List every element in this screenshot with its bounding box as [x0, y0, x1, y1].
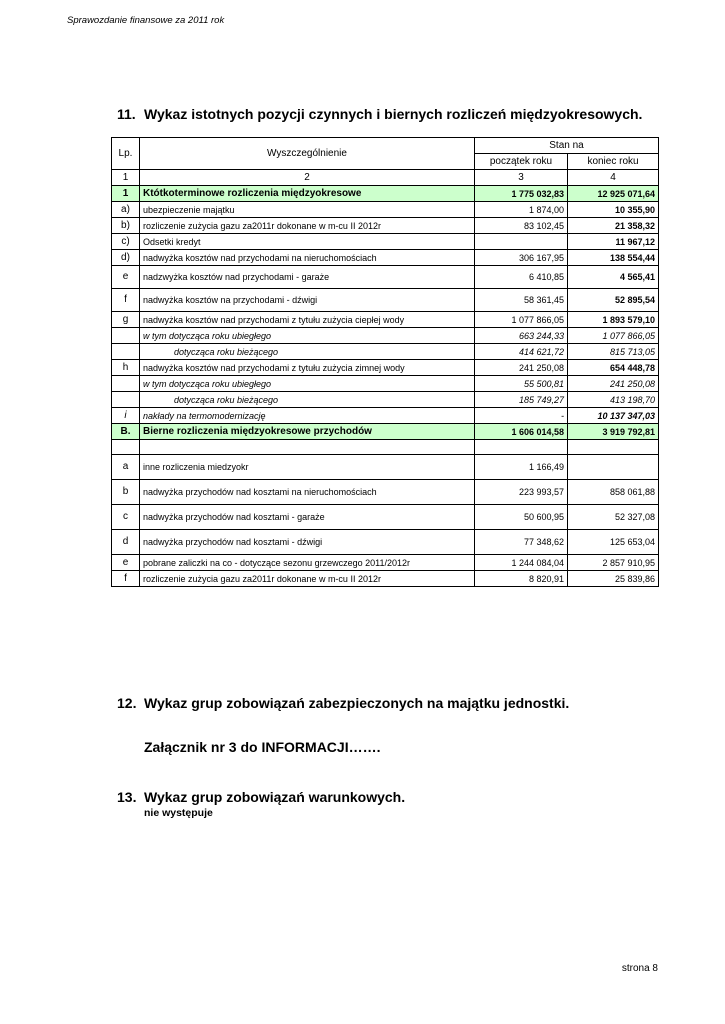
table-row: [112, 530, 659, 555]
table-row: [112, 202, 659, 218]
colnum-2: 2: [140, 170, 475, 186]
row-start-value: -: [475, 408, 568, 424]
table-row: [112, 392, 659, 408]
row-lp: c): [112, 234, 140, 250]
table-row: [112, 440, 659, 455]
row-description: nakłady na termomodernizację: [140, 408, 475, 424]
row-description: dotycząca roku bieżącego: [140, 344, 475, 360]
row-start-value: 77 348,62: [475, 530, 568, 555]
row-description: pobrane zaliczki na co - dotyczące sezonu grzewczego 2011/2012r: [140, 555, 475, 571]
table-row: [112, 266, 659, 289]
header-stan-na: Stan na: [475, 138, 659, 154]
row-end-value: 10 137 347,03: [568, 408, 659, 424]
row-description: nadwyżka kosztów nad przychodami z tytułu zużycia zimnej wody: [140, 360, 475, 376]
page-number: strona 8: [621, 963, 658, 974]
row-end-value: 413 198,70: [568, 392, 659, 408]
document-header: Sprawozdanie finansowe za 2011 rok: [67, 15, 225, 26]
row-lp: [112, 344, 140, 360]
row-description: w tym dotycząca roku ubiegłego: [140, 376, 475, 392]
table-row: [112, 250, 659, 266]
row-start-value: 58 361,45: [475, 289, 568, 312]
row-start-value: 1 606 014,58: [475, 424, 568, 440]
row-end-value: 3 919 792,81: [568, 424, 659, 440]
row-start-value: 50 600,95: [475, 505, 568, 530]
row-start-value: 8 820,91: [475, 571, 568, 587]
row-lp: b: [112, 480, 140, 505]
attachment-reference: Załącznik nr 3 do INFORMACJI…….: [144, 739, 381, 755]
table-row: [112, 376, 659, 392]
row-description: Bierne rozliczenia międzyokresowe przychodów: [140, 424, 475, 440]
colnum-4: 4: [568, 170, 659, 186]
row-lp: g: [112, 312, 140, 328]
row-start-value: [475, 234, 568, 250]
row-end-value: 241 250,08: [568, 376, 659, 392]
row-end-value: 815 713,05: [568, 344, 659, 360]
row-start-value: [475, 440, 568, 455]
section-12-number: 12.: [117, 695, 137, 711]
section-12-heading: [117, 695, 569, 711]
section-11-number: 11.: [117, 106, 136, 122]
section-13-title: Wykaz grup zobowiązań warunkowych.: [144, 789, 406, 805]
row-lp: [112, 328, 140, 344]
table-row: [112, 455, 659, 480]
table-row: [112, 289, 659, 312]
row-description: nadwyżka przychodów nad kosztami na nieruchomościach: [140, 480, 475, 505]
row-lp: B.: [112, 424, 140, 440]
table-row: [112, 555, 659, 571]
accruals-table: [111, 137, 659, 587]
table-row: [112, 424, 659, 440]
row-lp: a): [112, 202, 140, 218]
row-lp: i: [112, 408, 140, 424]
row-start-value: 223 993,57: [475, 480, 568, 505]
table-row: [112, 344, 659, 360]
row-start-value: 306 167,95: [475, 250, 568, 266]
table-row: [112, 234, 659, 250]
row-description: dotycząca roku bieżącego: [140, 392, 475, 408]
row-start-value: 83 102,45: [475, 218, 568, 234]
row-lp: [112, 392, 140, 408]
colnum-3: 3: [475, 170, 568, 186]
section-11-heading: [117, 106, 642, 122]
row-end-value: 10 355,90: [568, 202, 659, 218]
row-lp: d): [112, 250, 140, 266]
row-description: Odsetki kredyt: [140, 234, 475, 250]
row-lp: b): [112, 218, 140, 234]
row-end-value: 1 893 579,10: [568, 312, 659, 328]
row-description: nadwyżka kosztów nad przychodami z tytułu zużycia ciepłej wody: [140, 312, 475, 328]
table-row: [112, 480, 659, 505]
row-start-value: 185 749,27: [475, 392, 568, 408]
section-13-number: 13.: [117, 789, 137, 805]
section-12-title: Wykaz grup zobowiązań zabezpieczonych na majątku jednostki.: [144, 695, 570, 711]
row-end-value: 25 839,86: [568, 571, 659, 587]
row-start-value: 1 166,49: [475, 455, 568, 480]
row-description: nadwyżka kosztów na przychodami - dźwigi: [140, 289, 475, 312]
row-description: nadwyżka przychodów nad kosztami - garaże: [140, 505, 475, 530]
row-description: Któtkoterminowe rozliczenia międzyokresowe: [140, 186, 475, 202]
row-end-value: 4 565,41: [568, 266, 659, 289]
row-lp: f: [112, 571, 140, 587]
header-start-of-year: początek roku: [475, 154, 568, 170]
row-description: ubezpieczenie majątku: [140, 202, 475, 218]
header-end-of-year: koniec roku: [568, 154, 659, 170]
table-row: [112, 186, 659, 202]
header-description: Wyszczególnienie: [140, 138, 475, 170]
row-description: w tym dotycząca roku ubiegłego: [140, 328, 475, 344]
section-11-title: Wykaz istotnych pozycji czynnych i biernych rozliczeń międzyokresowych.: [144, 106, 643, 122]
row-description: nadwyżka przychodów nad kosztami - dźwigi: [140, 530, 475, 555]
row-start-value: 55 500,81: [475, 376, 568, 392]
row-end-value: 52 895,54: [568, 289, 659, 312]
section-13-note: nie występuje: [144, 807, 213, 819]
section-13-heading: [117, 789, 405, 805]
row-end-value: 21 358,32: [568, 218, 659, 234]
header-lp: Lp.: [112, 138, 140, 170]
row-description: nadwyżka kosztów nad przychodami na nieruchomościach: [140, 250, 475, 266]
row-start-value: 414 621,72: [475, 344, 568, 360]
row-description: [140, 440, 475, 455]
table-row: [112, 312, 659, 328]
colnum-1: 1: [112, 170, 140, 186]
row-lp: e: [112, 266, 140, 289]
row-description: inne rozliczenia miedzyokr: [140, 455, 475, 480]
row-end-value: 125 653,04: [568, 530, 659, 555]
row-end-value: [568, 455, 659, 480]
row-end-value: 12 925 071,64: [568, 186, 659, 202]
table-body: [112, 186, 659, 587]
row-start-value: 663 244,33: [475, 328, 568, 344]
row-description: nadzwyżka kosztów nad przychodami - garaże: [140, 266, 475, 289]
row-lp: 1: [112, 186, 140, 202]
row-start-value: 1 244 084,04: [475, 555, 568, 571]
row-lp: [112, 440, 140, 455]
row-end-value: 11 967,12: [568, 234, 659, 250]
row-start-value: 1 874,00: [475, 202, 568, 218]
row-lp: e: [112, 555, 140, 571]
row-end-value: 654 448,78: [568, 360, 659, 376]
row-lp: a: [112, 455, 140, 480]
row-end-value: [568, 440, 659, 455]
row-start-value: 1 775 032,83: [475, 186, 568, 202]
table-row: [112, 505, 659, 530]
row-start-value: 241 250,08: [475, 360, 568, 376]
table-row: [112, 408, 659, 424]
table-row: [112, 328, 659, 344]
row-start-value: 6 410,85: [475, 266, 568, 289]
table-row: [112, 571, 659, 587]
row-end-value: 1 077 866,05: [568, 328, 659, 344]
table-row: [112, 360, 659, 376]
row-lp: [112, 376, 140, 392]
row-description: rozliczenie zużycia gazu za2011r dokonane w m-cu II 2012r: [140, 571, 475, 587]
row-lp: f: [112, 289, 140, 312]
row-start-value: 1 077 866,05: [475, 312, 568, 328]
row-lp: d: [112, 530, 140, 555]
row-end-value: 858 061,88: [568, 480, 659, 505]
row-end-value: 138 554,44: [568, 250, 659, 266]
table-row: [112, 218, 659, 234]
row-end-value: 52 327,08: [568, 505, 659, 530]
row-description: rozliczenie zużycia gazu za2011r dokonane w m-cu II 2012r: [140, 218, 475, 234]
row-lp: c: [112, 505, 140, 530]
row-end-value: 2 857 910,95: [568, 555, 659, 571]
row-lp: h: [112, 360, 140, 376]
